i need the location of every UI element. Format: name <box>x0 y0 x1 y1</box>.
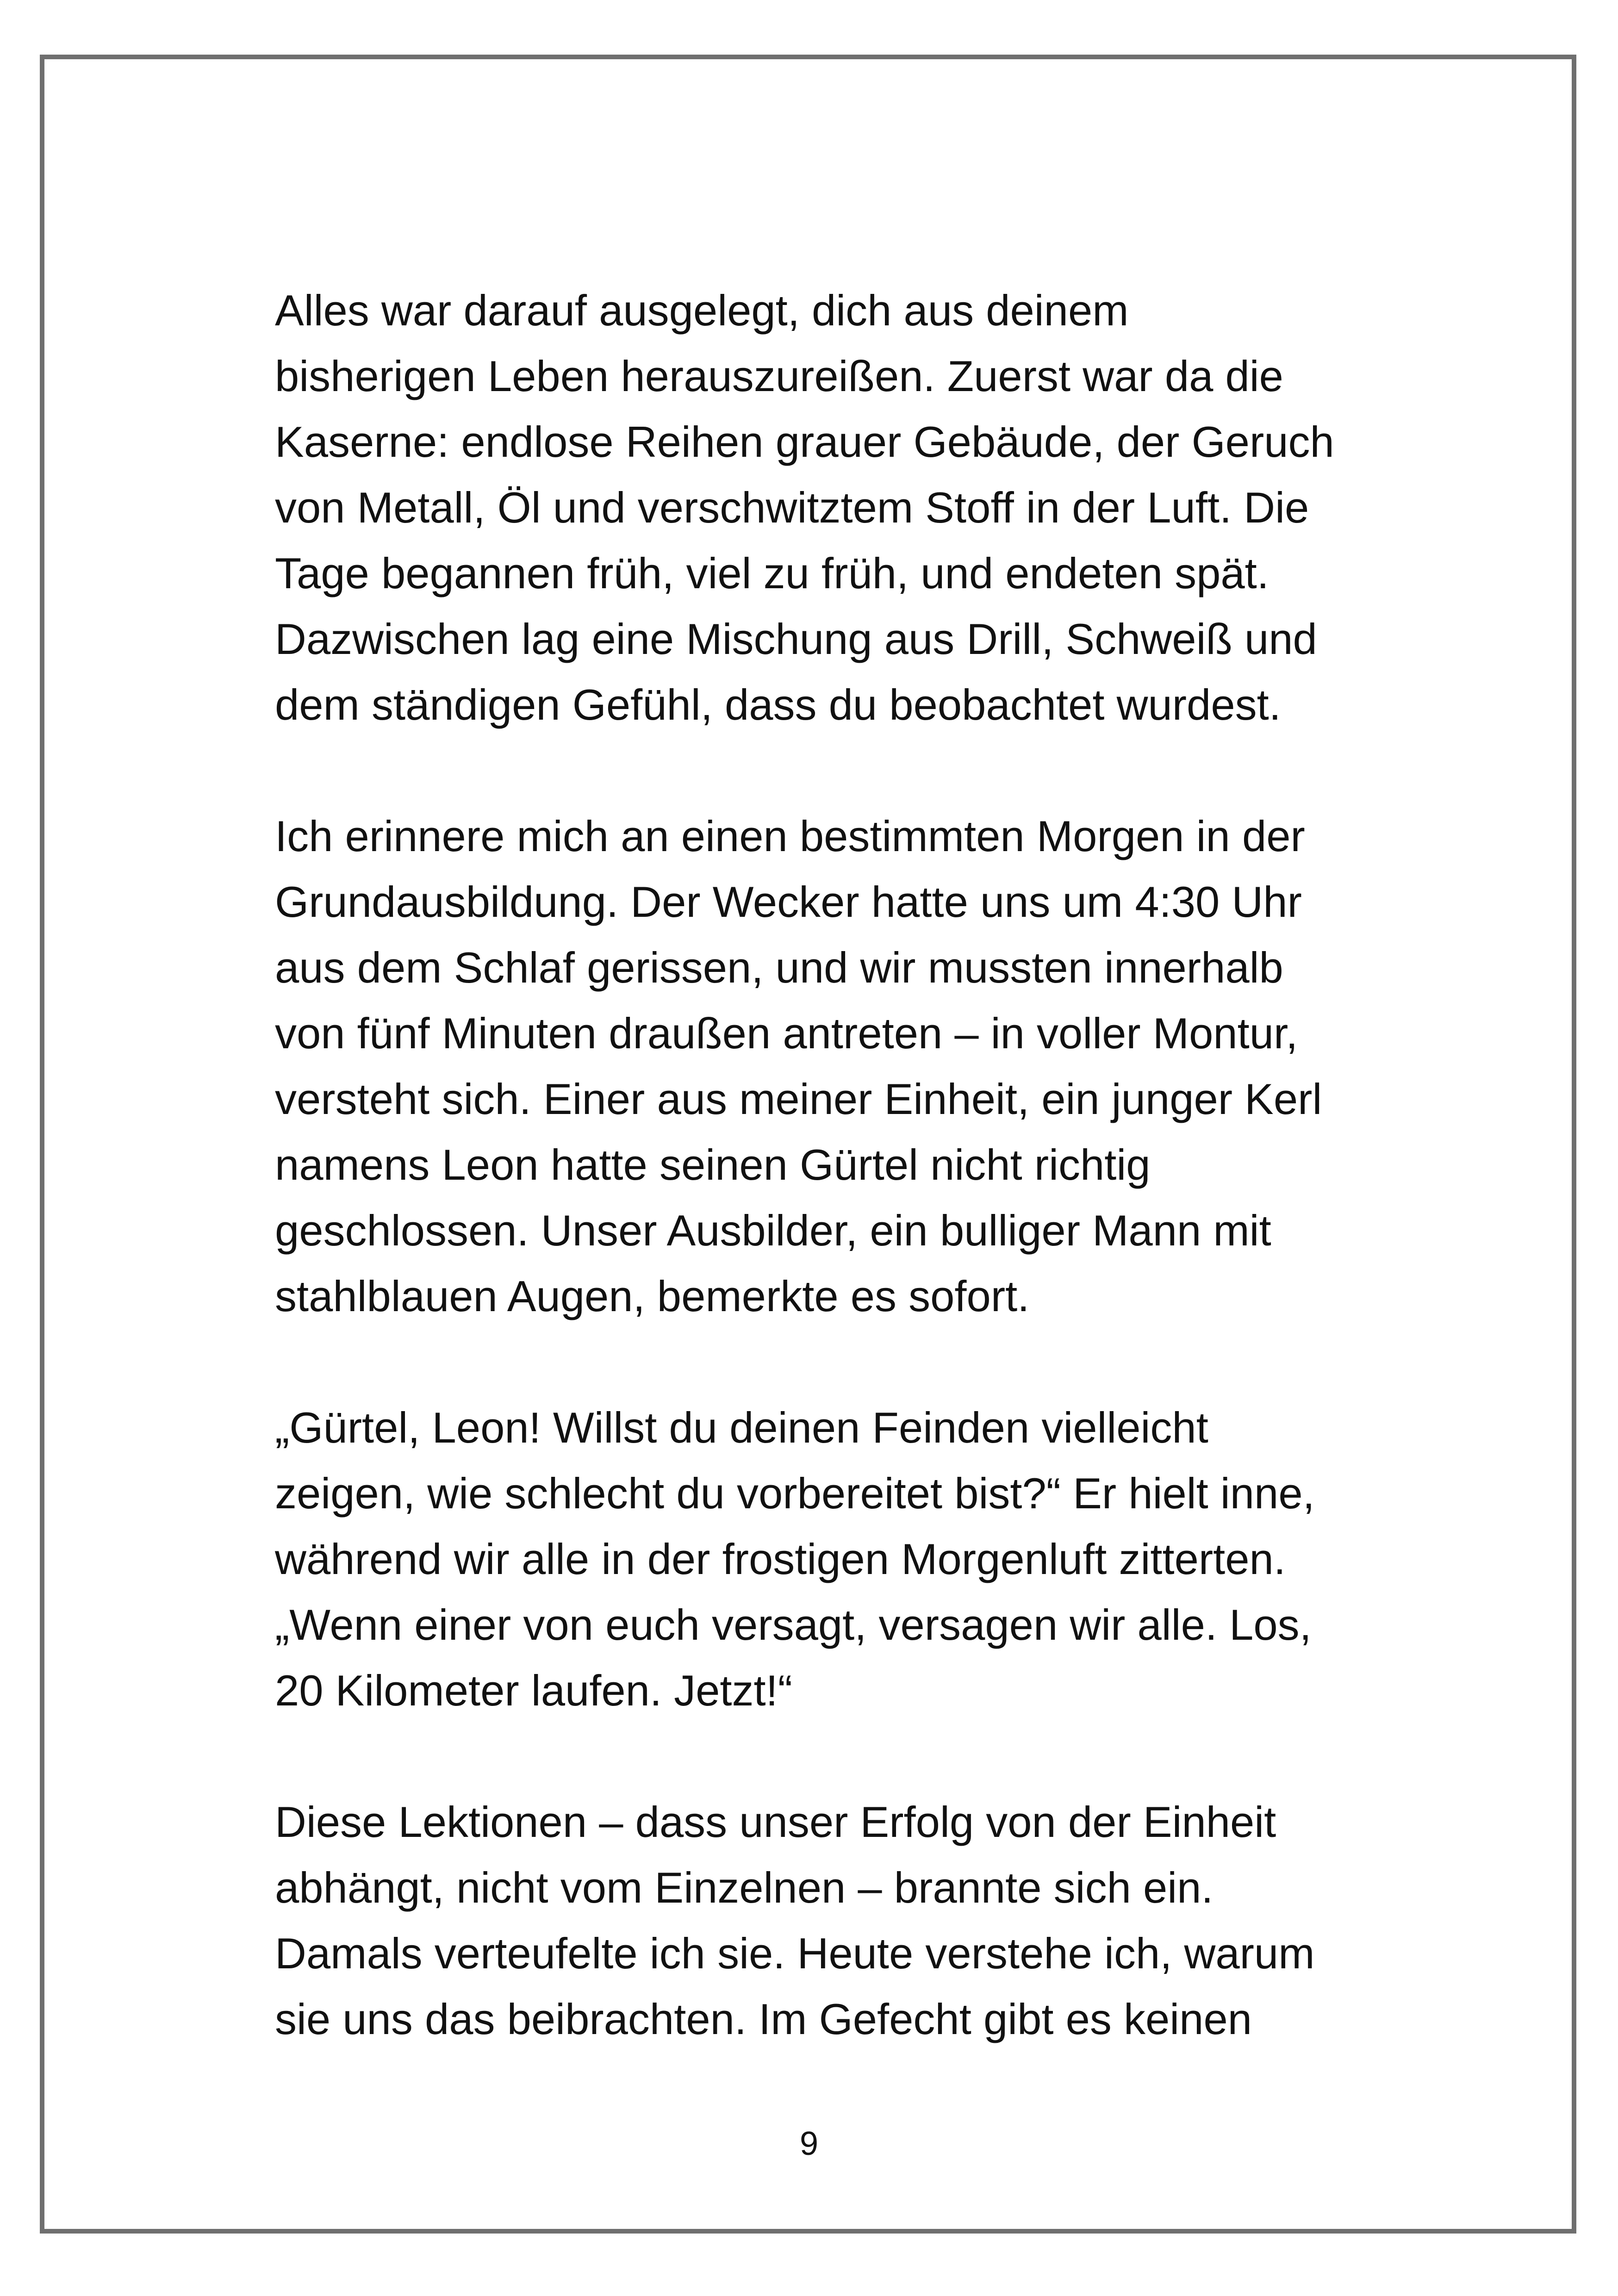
text-line: zeigen, wie schlecht du vorbereitet bist?“ Er hielt inne, <box>275 1469 1315 1518</box>
text-line: dem ständigen Gefühl, dass du beobachtet wurdest. <box>275 680 1281 729</box>
paragraph-4 <box>275 1789 1386 2052</box>
text-line: stahlblauen Augen, bemerkte es sofort. <box>275 1272 1030 1320</box>
text-line: bisherigen Leben herauszureißen. Zuerst war da die <box>275 352 1283 400</box>
paragraph-2 <box>275 803 1386 1329</box>
text-line: von Metall, Öl und verschwitztem Stoff in der Luft. Die <box>275 483 1309 532</box>
paragraph-1 <box>275 278 1386 738</box>
page-number: 9 <box>799 2125 819 2162</box>
text-line: Kaserne: endlose Reihen grauer Gebäude, der Geruch <box>275 417 1334 466</box>
text-line: Grundausbildung. Der Wecker hatte uns um 4:30 Uhr <box>275 877 1302 926</box>
text-line: „Gürtel, Leon! Willst du deinen Feinden vielleicht <box>275 1403 1208 1452</box>
text-line: Diese Lektionen – dass unser Erfolg von der Einheit <box>275 1798 1276 1846</box>
text-line: versteht sich. Einer aus meiner Einheit, ein junger Kerl <box>275 1075 1322 1123</box>
text-line: „Wenn einer von euch versagt, versagen wir alle. Los, <box>275 1600 1312 1649</box>
text-line: von fünf Minuten draußen antreten – in voller Montur, <box>275 1009 1298 1058</box>
body-text <box>275 278 1386 2118</box>
text-line: aus dem Schlaf gerissen, und wir mussten innerhalb <box>275 943 1283 992</box>
paragraph-3 <box>275 1395 1386 1724</box>
text-line: 20 Kilometer laufen. Jetzt!“ <box>275 1666 793 1715</box>
text-line: Alles war darauf ausgelegt, dich aus deinem <box>275 286 1129 335</box>
text-line: Dazwischen lag eine Mischung aus Drill, Schweiß und <box>275 615 1317 663</box>
text-line: abhängt, nicht vom Einzelnen – brannte sich ein. <box>275 1863 1214 1912</box>
text-line: namens Leon hatte seinen Gürtel nicht richtig <box>275 1140 1151 1189</box>
text-line: sie uns das beibrachten. Im Gefecht gibt es keinen <box>275 1995 1252 2043</box>
text-line: Tage begannen früh, viel zu früh, und endeten spät. <box>275 549 1269 597</box>
text-line: geschlossen. Unser Ausbilder, ein bulliger Mann mit <box>275 1206 1271 1255</box>
text-line: Damals verteufelte ich sie. Heute verstehe ich, warum <box>275 1929 1315 1978</box>
text-line: während wir alle in der frostigen Morgenluft zitterten. <box>275 1535 1286 1583</box>
text-line: Ich erinnere mich an einen bestimmten Morgen in der <box>275 812 1305 860</box>
